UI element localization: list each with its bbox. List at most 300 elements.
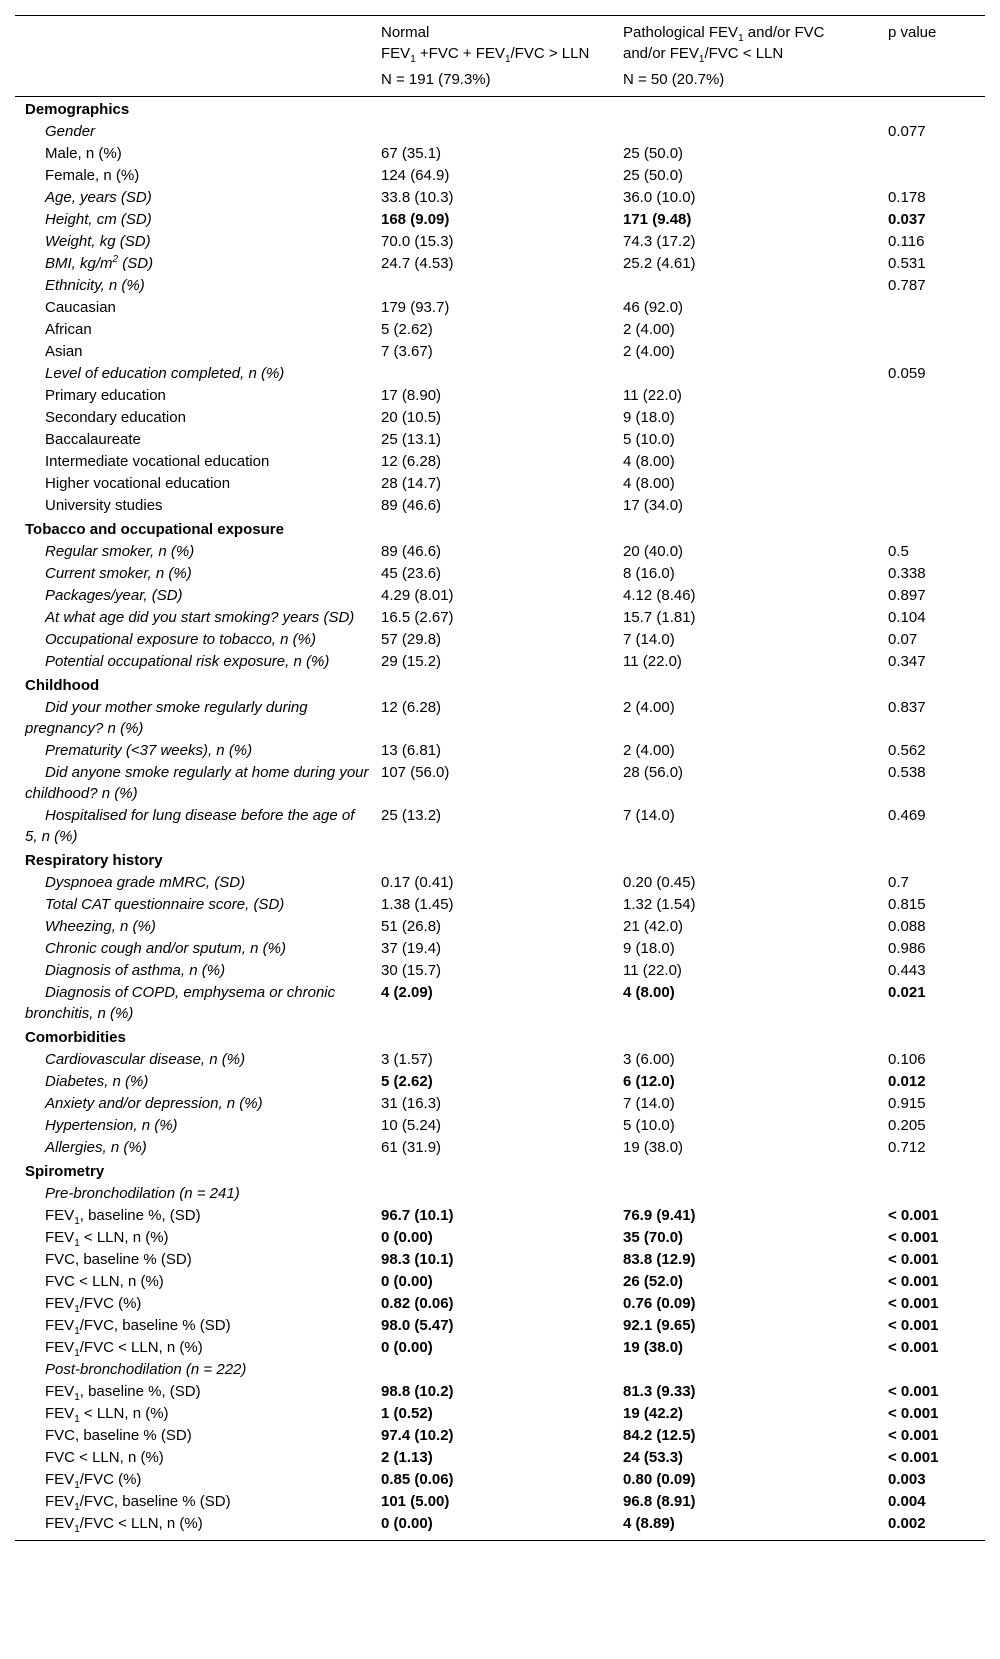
table-row bbox=[15, 187, 985, 209]
pathological-value bbox=[617, 1359, 882, 1381]
table-row bbox=[15, 982, 985, 1025]
p-value: < 0.001 bbox=[888, 1317, 939, 1334]
empty-cell bbox=[375, 97, 617, 122]
header-normal bbox=[375, 16, 617, 68]
p-value: 0.986 bbox=[888, 940, 926, 957]
normal-value: 0 (0.00) bbox=[375, 1513, 617, 1541]
section-heading: Spirometry bbox=[25, 1163, 105, 1180]
pathological-value: 6 (12.0) bbox=[623, 1073, 675, 1090]
table-row bbox=[15, 1469, 985, 1491]
normal-value bbox=[375, 121, 617, 143]
row-label: Pre-bronchodilation (n = 241) bbox=[45, 1185, 240, 1202]
p-value bbox=[882, 407, 985, 429]
table-row bbox=[15, 1183, 985, 1205]
row-label: $FEV_1$/FVC < LLN, n (%) bbox=[15, 1513, 375, 1541]
row-label: African bbox=[45, 321, 92, 338]
table-row bbox=[15, 916, 985, 938]
pathological-value: 2 (4.00) bbox=[623, 321, 675, 338]
normal-value: 25 (13.2) bbox=[381, 807, 442, 824]
empty-cell bbox=[375, 1159, 617, 1183]
characteristics-table bbox=[15, 15, 985, 1541]
p-value: < 0.001 bbox=[888, 1449, 939, 1466]
p-value: 0.347 bbox=[888, 653, 926, 670]
row-label: $FEV_1$, baseline %, (SD) bbox=[45, 1383, 201, 1403]
row-label: Current smoker, n (%) bbox=[45, 565, 192, 582]
row-label: $FEV_1$/FVC (%) bbox=[45, 1471, 142, 1491]
empty-cell bbox=[882, 848, 985, 872]
p-value: 0.837 bbox=[888, 699, 926, 716]
row-label: Did your mother smoke regularly during pregnancy? n (%) bbox=[25, 699, 308, 737]
pathological-value: 5 (10.0) bbox=[623, 431, 675, 448]
section-heading: Childhood bbox=[25, 677, 100, 694]
table-row bbox=[15, 1315, 985, 1337]
p-value bbox=[882, 473, 985, 495]
row-label: FVC, baseline % (SD) bbox=[45, 1427, 192, 1444]
pathological-value: 83.8 (12.9) bbox=[623, 1251, 696, 1268]
table-row bbox=[15, 651, 985, 673]
empty-cell bbox=[882, 1025, 985, 1049]
normal-value: 101 (5.00) bbox=[381, 1493, 450, 1510]
normal-value: 98.8 (10.2) bbox=[381, 1383, 454, 1400]
table-row bbox=[15, 1115, 985, 1137]
pathological-value: 11 (22.0) bbox=[623, 387, 682, 404]
p-value bbox=[882, 165, 985, 187]
p-value: 0.003 bbox=[888, 1471, 926, 1488]
empty-cell bbox=[617, 673, 882, 697]
normal-value: 33.8 (10.3) bbox=[381, 189, 454, 206]
pathological-value: 4 (8.00) bbox=[623, 475, 675, 492]
table-row bbox=[15, 1249, 985, 1271]
row-label: University studies bbox=[45, 497, 163, 514]
pathological-value: 21 (42.0) bbox=[623, 918, 684, 935]
pathological-value: 8 (16.0) bbox=[623, 565, 675, 582]
table-row bbox=[15, 407, 985, 429]
p-value: < 0.001 bbox=[888, 1229, 939, 1246]
row-label: FVC < LLN, n (%) bbox=[45, 1449, 164, 1466]
pathological-value bbox=[617, 1183, 882, 1205]
row-label: $FEV_1$/FVC < LLN, n (%) bbox=[45, 1339, 203, 1359]
table-row bbox=[15, 253, 985, 275]
normal-value: 5 (2.62) bbox=[381, 1073, 433, 1090]
table-section-row bbox=[15, 673, 985, 697]
empty-cell bbox=[617, 97, 882, 122]
row-label: Higher vocational education bbox=[45, 475, 231, 492]
row-label: Allergies, n (%) bbox=[45, 1139, 147, 1156]
p-value: < 0.001 bbox=[888, 1427, 939, 1444]
row-label: Cardiovascular disease, n (%) bbox=[45, 1051, 246, 1068]
p-value bbox=[882, 143, 985, 165]
normal-value: 70.0 (15.3) bbox=[381, 233, 454, 250]
pathological-value: 0.80 (0.09) bbox=[623, 1471, 696, 1488]
pathological-value: 171 (9.48) bbox=[623, 211, 692, 228]
p-value: < 0.001 bbox=[888, 1383, 939, 1400]
p-value: 0.205 bbox=[888, 1117, 926, 1134]
p-value: < 0.001 bbox=[888, 1207, 939, 1224]
pathological-value: 15.7 (1.81) bbox=[623, 609, 696, 626]
p-value: 0.012 bbox=[888, 1073, 926, 1090]
pathological-value: 7 (14.0) bbox=[623, 1095, 675, 1112]
normal-value: 12 (6.28) bbox=[381, 453, 442, 470]
table-row bbox=[15, 385, 985, 407]
normal-value: 0 (0.00) bbox=[381, 1273, 433, 1290]
row-label: $FEV_1$, baseline %, (SD) bbox=[45, 1207, 201, 1227]
normal-value: 24.7 (4.53) bbox=[381, 255, 454, 272]
normal-value: 5 (2.62) bbox=[381, 321, 433, 338]
table-row bbox=[15, 1271, 985, 1293]
p-value: 0.7 bbox=[888, 874, 909, 891]
header-normal-n: N = 191 (79.3%) bbox=[375, 67, 617, 97]
normal-value: 51 (26.8) bbox=[381, 918, 442, 935]
row-label: Asian bbox=[45, 343, 83, 360]
row-label: Baccalaureate bbox=[45, 431, 141, 448]
pathological-value: 28 (56.0) bbox=[623, 764, 684, 781]
table-row bbox=[15, 629, 985, 651]
normal-value bbox=[375, 363, 617, 385]
normal-value: 0 (0.00) bbox=[381, 1339, 433, 1356]
p-value: < 0.001 bbox=[888, 1251, 939, 1268]
pathological-value: 26 (52.0) bbox=[623, 1273, 684, 1290]
p-value: < 0.001 bbox=[888, 1339, 939, 1356]
pathological-value: 5 (10.0) bbox=[623, 1117, 675, 1134]
row-label: Did anyone smoke regularly at home during your childhood? n (%) bbox=[25, 764, 369, 802]
header-path-line2: and/or $FEV_1$/FVC < LLN bbox=[623, 45, 784, 65]
p-value: 0.088 bbox=[888, 918, 926, 935]
normal-value: 31 (16.3) bbox=[381, 1095, 442, 1112]
row-label: At what age did you start smoking? years (SD) bbox=[45, 609, 355, 626]
table-row bbox=[15, 1337, 985, 1359]
pathological-value bbox=[617, 121, 882, 143]
p-value bbox=[882, 1183, 985, 1205]
header-normal-line1: Normal bbox=[381, 24, 430, 41]
row-label: $FEV_1$/FVC, baseline % (SD) bbox=[45, 1317, 231, 1337]
pathological-value: 11 (22.0) bbox=[623, 962, 682, 979]
normal-value: 28 (14.7) bbox=[381, 475, 442, 492]
pathological-value bbox=[617, 275, 882, 297]
row-label: Packages/year, (SD) bbox=[45, 587, 183, 604]
row-label: Hypertension, n (%) bbox=[45, 1117, 178, 1134]
normal-value: 57 (29.8) bbox=[381, 631, 442, 648]
table-row bbox=[15, 495, 985, 517]
pathological-value: 76.9 (9.41) bbox=[623, 1207, 696, 1224]
table-row bbox=[15, 805, 985, 848]
normal-value: 89 (46.6) bbox=[381, 497, 442, 514]
row-label: FVC, baseline % (SD) bbox=[45, 1251, 192, 1268]
table-row bbox=[15, 1227, 985, 1249]
normal-value: 98.0 (5.47) bbox=[381, 1317, 454, 1334]
pathological-value: 19 (38.0) bbox=[623, 1139, 684, 1156]
p-value bbox=[882, 297, 985, 319]
table-row bbox=[15, 697, 985, 740]
p-value: 0.178 bbox=[888, 189, 926, 206]
row-label: Anxiety and/or depression, n (%) bbox=[45, 1095, 263, 1112]
pathological-value: 9 (18.0) bbox=[623, 409, 675, 426]
table-row bbox=[15, 1425, 985, 1447]
table-row bbox=[15, 872, 985, 894]
table-row bbox=[15, 1205, 985, 1227]
section-heading: Respiratory history bbox=[25, 852, 163, 869]
normal-value: 89 (46.6) bbox=[381, 543, 442, 560]
table-section-row bbox=[15, 1159, 985, 1183]
header-path-n: N = 50 (20.7%) bbox=[617, 67, 882, 97]
pathological-value bbox=[617, 363, 882, 385]
section-heading: Demographics bbox=[25, 101, 130, 118]
normal-value: 96.7 (10.1) bbox=[381, 1207, 454, 1224]
row-label: Age, years (SD) bbox=[45, 189, 152, 206]
row-label: BMI, $kg/m^2$ (SD) bbox=[45, 254, 154, 272]
row-label: $FEV_1$ < LLN, n (%) bbox=[45, 1229, 169, 1249]
table-row bbox=[15, 341, 985, 363]
empty-cell bbox=[882, 97, 985, 122]
pathological-value: 35 (70.0) bbox=[623, 1229, 684, 1246]
normal-value: 13 (6.81) bbox=[381, 742, 442, 759]
table-row bbox=[15, 275, 985, 297]
row-label: Dyspnoea grade mMRC, (SD) bbox=[45, 874, 246, 891]
row-label: Height, cm (SD) bbox=[45, 211, 152, 228]
row-label: FVC < LLN, n (%) bbox=[45, 1273, 164, 1290]
pathological-value: 11 (22.0) bbox=[623, 653, 682, 670]
table-row bbox=[15, 429, 985, 451]
table-row bbox=[15, 585, 985, 607]
row-label: Level of education completed, n (%) bbox=[45, 365, 285, 382]
pathological-value: 4 (8.89) bbox=[617, 1513, 882, 1541]
table-row bbox=[15, 740, 985, 762]
table-row bbox=[15, 319, 985, 341]
table-section-row bbox=[15, 848, 985, 872]
pathological-value: 0.76 (0.09) bbox=[623, 1295, 696, 1312]
normal-value: 10 (5.24) bbox=[381, 1117, 442, 1134]
row-label: Hospitalised for lung disease before the age of 5, n (%) bbox=[25, 807, 355, 845]
p-value: 0.5 bbox=[888, 543, 909, 560]
normal-value: 37 (19.4) bbox=[381, 940, 442, 957]
normal-value: 7 (3.67) bbox=[381, 343, 433, 360]
p-value: 0.059 bbox=[888, 365, 926, 382]
table-section-row bbox=[15, 97, 985, 122]
table-row bbox=[15, 363, 985, 385]
row-label: Weight, kg (SD) bbox=[45, 233, 151, 250]
table-container bbox=[15, 15, 985, 1541]
normal-value bbox=[375, 1183, 617, 1205]
p-value: 0.077 bbox=[888, 123, 926, 140]
empty-cell bbox=[882, 1159, 985, 1183]
row-label: Total CAT questionnaire score, (SD) bbox=[45, 896, 285, 913]
pathological-value: 17 (34.0) bbox=[623, 497, 684, 514]
table-row bbox=[15, 894, 985, 916]
table-row bbox=[15, 143, 985, 165]
normal-value: 3 (1.57) bbox=[381, 1051, 433, 1068]
p-value bbox=[882, 341, 985, 363]
pathological-value: 25.2 (4.61) bbox=[623, 255, 696, 272]
normal-value: 0.82 (0.06) bbox=[381, 1295, 454, 1312]
p-value: < 0.001 bbox=[888, 1405, 939, 1422]
p-value: 0.712 bbox=[888, 1139, 926, 1156]
normal-value: 4.29 (8.01) bbox=[381, 587, 454, 604]
pathological-value: 0.20 (0.45) bbox=[623, 874, 696, 891]
p-value: 0.815 bbox=[888, 896, 926, 913]
empty-cell bbox=[375, 673, 617, 697]
table-row bbox=[15, 938, 985, 960]
normal-value: 107 (56.0) bbox=[381, 764, 450, 781]
pathological-value: 7 (14.0) bbox=[623, 631, 675, 648]
table-row bbox=[15, 1491, 985, 1513]
p-value: 0.443 bbox=[888, 962, 926, 979]
table-row bbox=[15, 1293, 985, 1315]
normal-value: 45 (23.6) bbox=[381, 565, 442, 582]
p-value bbox=[882, 385, 985, 407]
pathological-value: 46 (92.0) bbox=[623, 299, 684, 316]
table-row bbox=[15, 960, 985, 982]
pathological-value: 84.2 (12.5) bbox=[623, 1427, 696, 1444]
row-label: Caucasian bbox=[45, 299, 116, 316]
row-label: Prematurity (<37 weeks), n (%) bbox=[45, 742, 253, 759]
table-row bbox=[15, 1403, 985, 1425]
normal-value: 97.4 (10.2) bbox=[381, 1427, 454, 1444]
p-value: 0.538 bbox=[888, 764, 926, 781]
normal-value: 1 (0.52) bbox=[381, 1405, 433, 1422]
p-value: 0.897 bbox=[888, 587, 926, 604]
table-row bbox=[15, 762, 985, 805]
row-label: Potential occupational risk exposure, n (%) bbox=[45, 653, 330, 670]
pathological-value: 4 (8.00) bbox=[623, 453, 675, 470]
normal-value: 17 (8.90) bbox=[381, 387, 442, 404]
table-row bbox=[15, 607, 985, 629]
row-label: Regular smoker, n (%) bbox=[45, 543, 195, 560]
p-value: 0.469 bbox=[888, 807, 926, 824]
table-row bbox=[15, 563, 985, 585]
normal-value: 0 (0.00) bbox=[381, 1229, 433, 1246]
table-row bbox=[15, 231, 985, 253]
p-value: 0.106 bbox=[888, 1051, 926, 1068]
header-pathological bbox=[617, 16, 882, 68]
table-row bbox=[15, 1071, 985, 1093]
pathological-value: 2 (4.00) bbox=[623, 699, 675, 716]
table-row bbox=[15, 1049, 985, 1071]
p-value bbox=[882, 451, 985, 473]
empty-cell bbox=[617, 1025, 882, 1049]
table-row bbox=[15, 1381, 985, 1403]
p-value: 0.002 bbox=[882, 1513, 985, 1541]
normal-value: 61 (31.9) bbox=[381, 1139, 442, 1156]
p-value: 0.787 bbox=[888, 277, 926, 294]
empty-cell bbox=[375, 517, 617, 541]
normal-value: 179 (93.7) bbox=[381, 299, 450, 316]
normal-value: 20 (10.5) bbox=[381, 409, 442, 426]
row-label: Female, n (%) bbox=[45, 167, 140, 184]
p-value: 0.104 bbox=[888, 609, 926, 626]
row-label: Intermediate vocational education bbox=[45, 453, 270, 470]
section-heading: Tobacco and occupational exposure bbox=[25, 521, 284, 538]
header-empty bbox=[15, 16, 375, 68]
header-p-value: p value bbox=[882, 16, 985, 68]
table-row bbox=[15, 451, 985, 473]
empty-cell bbox=[375, 1025, 617, 1049]
p-value bbox=[882, 495, 985, 517]
p-value: 0.004 bbox=[888, 1493, 926, 1510]
normal-value: 30 (15.7) bbox=[381, 962, 442, 979]
table-section-row bbox=[15, 517, 985, 541]
normal-value: 98.3 (10.1) bbox=[381, 1251, 454, 1268]
row-label: Gender bbox=[45, 123, 96, 140]
table-row bbox=[15, 121, 985, 143]
table-row bbox=[15, 473, 985, 495]
empty-cell bbox=[617, 848, 882, 872]
table-row bbox=[15, 541, 985, 563]
pathological-value: 2 (4.00) bbox=[623, 742, 675, 759]
normal-value: 1.38 (1.45) bbox=[381, 896, 454, 913]
normal-value: 4 (2.09) bbox=[381, 984, 433, 1001]
empty-cell bbox=[617, 1159, 882, 1183]
empty-cell bbox=[882, 517, 985, 541]
p-value: 0.037 bbox=[888, 211, 926, 228]
empty-cell bbox=[375, 848, 617, 872]
normal-value: 0.17 (0.41) bbox=[381, 874, 454, 891]
p-value: 0.021 bbox=[888, 984, 926, 1001]
pathological-value: 3 (6.00) bbox=[623, 1051, 675, 1068]
pathological-value: 36.0 (10.0) bbox=[623, 189, 696, 206]
empty-cell bbox=[882, 673, 985, 697]
table-body bbox=[15, 97, 985, 1541]
row-label: Wheezing, n (%) bbox=[45, 918, 156, 935]
row-label: Post-bronchodilation (n = 222) bbox=[45, 1361, 247, 1378]
pathological-value: 9 (18.0) bbox=[623, 940, 675, 957]
row-label: Occupational exposure to tobacco, n (%) bbox=[45, 631, 316, 648]
normal-value: 168 (9.09) bbox=[381, 211, 450, 228]
row-label: $FEV_1$/FVC (%) bbox=[45, 1295, 142, 1315]
normal-value: 0.85 (0.06) bbox=[381, 1471, 454, 1488]
normal-value: 12 (6.28) bbox=[381, 699, 442, 716]
table-row bbox=[15, 1137, 985, 1159]
pathological-value: 4 (8.00) bbox=[623, 984, 675, 1001]
pathological-value: 20 (40.0) bbox=[623, 543, 684, 560]
row-label: Diagnosis of asthma, n (%) bbox=[45, 962, 226, 979]
table-section-row bbox=[15, 1025, 985, 1049]
p-value bbox=[882, 429, 985, 451]
pathological-value: 2 (4.00) bbox=[623, 343, 675, 360]
row-label: $FEV_1$ < LLN, n (%) bbox=[45, 1405, 169, 1425]
table-row bbox=[15, 1513, 985, 1541]
header-path-line1: Pathological $FEV_1$ and/or FVC bbox=[623, 24, 825, 44]
pathological-value: 25 (50.0) bbox=[623, 145, 684, 162]
pathological-value: 96.8 (8.91) bbox=[623, 1493, 696, 1510]
p-value: 0.531 bbox=[888, 255, 926, 272]
header-empty-2 bbox=[15, 67, 375, 97]
p-value: 0.338 bbox=[888, 565, 926, 582]
pathological-value: 19 (42.2) bbox=[623, 1405, 684, 1422]
normal-value: 67 (35.1) bbox=[381, 145, 442, 162]
p-value: 0.116 bbox=[888, 233, 925, 250]
row-label: Male, n (%) bbox=[45, 145, 122, 162]
normal-value: 2 (1.13) bbox=[381, 1449, 433, 1466]
empty-cell bbox=[617, 517, 882, 541]
p-value: 0.562 bbox=[888, 742, 926, 759]
pathological-value: 19 (38.0) bbox=[623, 1339, 684, 1356]
pathological-value: 24 (53.3) bbox=[623, 1449, 684, 1466]
row-label: Diagnosis of COPD, emphysema or chronic bronchitis, n (%) bbox=[25, 984, 336, 1022]
normal-value: 16.5 (2.67) bbox=[381, 609, 454, 626]
pathological-value: 74.3 (17.2) bbox=[623, 233, 696, 250]
pathological-value: 81.3 (9.33) bbox=[623, 1383, 696, 1400]
table-row bbox=[15, 297, 985, 319]
header-empty-3 bbox=[882, 67, 985, 97]
pathological-value: 25 (50.0) bbox=[623, 167, 684, 184]
p-value: 0.915 bbox=[888, 1095, 926, 1112]
section-heading: Comorbidities bbox=[25, 1029, 126, 1046]
row-label: Secondary education bbox=[45, 409, 186, 426]
p-value: < 0.001 bbox=[888, 1273, 939, 1290]
normal-value: 25 (13.1) bbox=[381, 431, 442, 448]
row-label: Chronic cough and/or sputum, n (%) bbox=[45, 940, 286, 957]
p-value bbox=[882, 319, 985, 341]
p-value: 0.07 bbox=[888, 631, 918, 648]
